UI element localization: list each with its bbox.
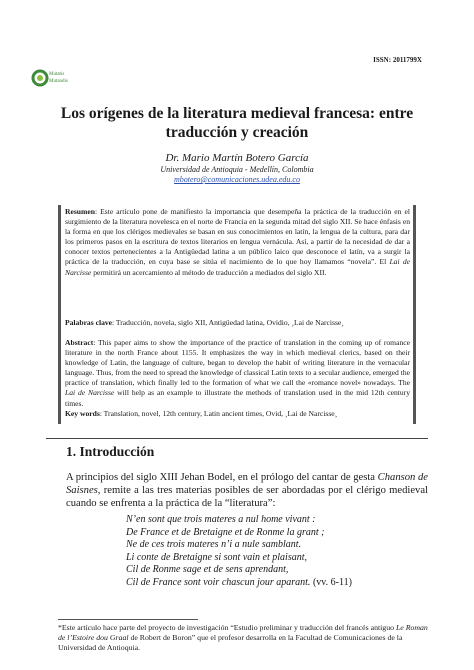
footnote	[58, 623, 434, 652]
verse-line: N’en sont que trois materes a nul home vivant :	[126, 514, 316, 525]
abstract-en-text-end: will help as an example to illustrate the methods of translation used in the mid 12th century times.	[65, 388, 411, 408]
footnote-text-b: de Robert de Boron” que el profesor desarrolla en la Facultad de Comunicaciones de la Universidad de Antioquia.	[58, 632, 403, 652]
abstract-en-text: : This paper aims to show the importance of the practice of translation in the coming up of romance literature in the north France about 1155. It emphasizes the way in which medieval clerics, based on their knowledge of Latin, the language of culture, began to develop the habit of writing literature in the vernacular language. Thus, from the need to spread the knowledge of classical Latin texts to a secular audience, emerged the practice of translation, which finally led to the formation of what we call the «romance novel» nowadays. The	[65, 338, 410, 388]
verse-reference: (vv. 6-11)	[310, 576, 352, 588]
intro-text-a: A principios del siglo XIII Jehan Bodel, en el prólogo del cantar de gesta	[66, 472, 378, 483]
abstract-en-label: Abstract	[65, 338, 94, 347]
title-line-2: traducción y creación	[165, 124, 309, 141]
abstract-es-label: Resumen	[65, 207, 95, 216]
abstract-es	[65, 207, 410, 278]
abstract-es-text: : Este artículo pone de manifiesto la importancia que desempeña la práctica de la traducción en el surgimiento de la literatura novelesca en el norte de Francia en la segunda mitad del siglo XII. Se hace énfasis en la forma en que los clérigos medievales se basan en sus conocimientos en latín, la lengua de la cultura, para dar los primeros pasos en la escritura de textos literarios en lengua vernácula. Así, a partir de la necesidad de dar a conocer textos pertenecientes a la Antigüedad latina a un público laico que desconoce el latín, va a surgir la práctica de la traducción, en cuya base se sitúa el nacimiento de lo que hoy llamamos “novela”. El	[65, 207, 410, 267]
svg-text:Mutatis: Mutatis	[49, 72, 65, 77]
journal-logo	[30, 58, 76, 98]
keywords-en-text: : Translation, novel, 12th century, Latin ancient times, Ovid, ¸Lai de Narcisse¸	[99, 408, 338, 418]
verse-line-last	[126, 577, 434, 590]
verse-line: De France et de Bretaigne et de Ronme la grant ;	[126, 526, 325, 538]
svg-text:Mutandis: Mutandis	[49, 79, 68, 84]
verse-line: Cil de Ronme sage et de sens aprendant,	[126, 564, 289, 575]
section-heading: 1. Introducción	[66, 444, 155, 459]
author-email-link[interactable]: mbotero@comunicaciones.udea.edu.co	[174, 175, 300, 184]
abstract-es-lai: Lai de Narcisse	[65, 257, 410, 277]
verse-quote	[126, 514, 434, 589]
verse-line: Cil de France sont voir chascun jour aparant.	[126, 576, 311, 588]
issn: ISSN: 2011799X	[373, 56, 422, 64]
keywords-es-text: : Traducción, novela, siglo XII, Antigüedad latina, Ovidio, ¸Lai de Narcisse¸	[112, 318, 344, 327]
abstract-en	[65, 338, 410, 419]
section-divider	[46, 438, 428, 439]
abstract-en-lai: Lai de Narcisse	[65, 388, 115, 398]
intro-work-title: Chanson de Saisnes	[66, 472, 428, 497]
abstract-es-text-end: permitirá un acercamiento al método de traducción a mediados del siglo XII.	[91, 267, 327, 277]
title-line-1: Los orígenes de la literatura medieval francesa: entre	[60, 105, 414, 122]
verse-line: Li conte de Bretaigne si sont vain et plaisant,	[126, 551, 307, 563]
author-block	[40, 152, 434, 185]
intro-paragraph	[66, 471, 428, 511]
intro-text-b: , remite a las tres materias posibles de ser abordadas por el clérigo medieval cuando se enfrenta a la práctica de la “literatura”:	[66, 485, 428, 510]
footnote-rule	[58, 619, 198, 620]
author-institution: Universidad de Antioquia - Medellín, Colombia	[160, 165, 314, 174]
keywords-es-label: Palabras clave	[65, 318, 113, 327]
keywords-en-label: Key words	[65, 408, 100, 418]
author-name: Dr. Mario Martín Botero García	[165, 152, 309, 164]
article-title	[40, 104, 434, 142]
keywords-es	[65, 318, 410, 328]
verse-line: Ne de ces trois materes n’i a nule samblant.	[126, 539, 302, 550]
footnote-work: Le Roman de l’Estoire dou Graal	[58, 623, 428, 642]
footnote-text-a: *Este artículo hace parte del proyecto de investigación “Estudio preliminar y traducción del francés antiguo	[58, 623, 396, 632]
